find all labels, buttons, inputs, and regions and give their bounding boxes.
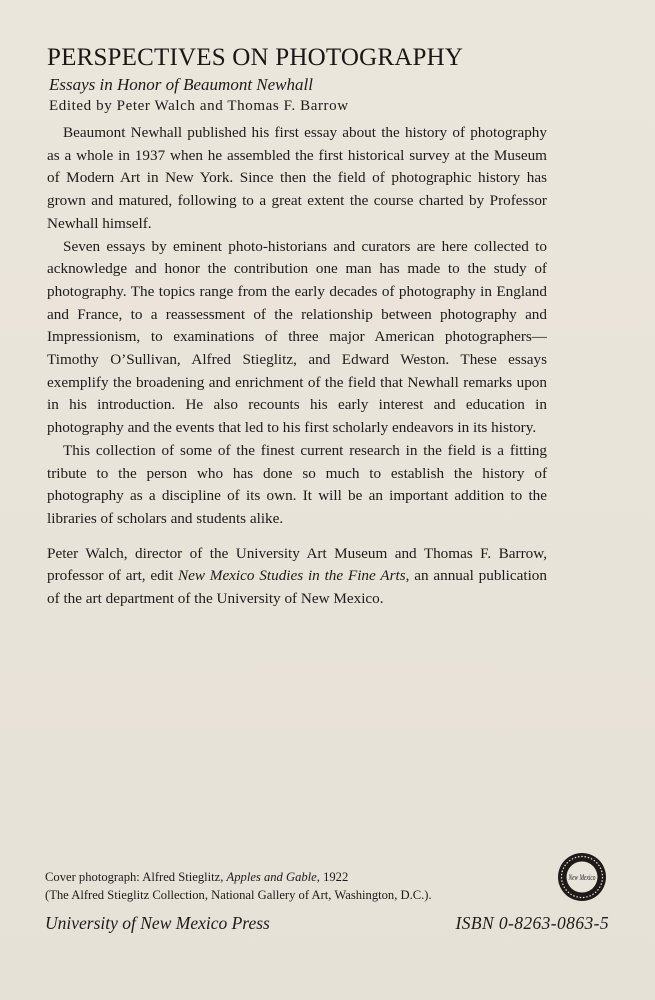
credit-text: Cover photograph: Alfred Stieglitz, — [45, 870, 227, 884]
credit-year: , 1922 — [316, 870, 349, 884]
journal-title: New Mexico Studies in the Fine Arts — [177, 567, 406, 585]
editors-bio-start: Peter Walch, director of the University Art Museum and Thomas F. Barrow, professor of art, edit — [47, 544, 547, 585]
cover-credit-line-1 — [45, 868, 525, 886]
cover-credit — [45, 868, 525, 904]
blurb-paragraph-2: Seven essays by eminent photo-historians and curators are here collected to acknowledge and honor the contribution one man has made to the study of photography. The topics range from the early decades of photography in England and France, to a reassessment of the relationship between photography and Impressionism, to examinations of three major American photographers—Timothy O’Sullivan, Alfred Stieglitz, and Edward Weston. These essays exemplify the broadening and enrichment of the field that Newhall remarks upon in his introduction. He also recounts his early interest and education in photography and the events that led to his first scholarly endeavors in its history. — [47, 237, 547, 437]
blurb — [47, 122, 547, 611]
publisher-name: University of New Mexico Press — [45, 913, 270, 933]
unm-press-seal-icon — [557, 852, 607, 902]
book-title: PERSPECTIVES ON PHOTOGRAPHY — [47, 44, 464, 71]
isbn: ISBN 0-8263-0863-5 — [455, 913, 609, 933]
blurb-paragraph-editors — [47, 543, 547, 611]
book-editors: Edited by Peter Walch and Thomas F. Barrow — [49, 98, 349, 114]
cover-credit-line-2: (The Alfred Stieglitz Collection, National Gallery of Art, Washington, D.C.). — [45, 888, 432, 902]
editors-bio-end: , an annual publication of the art department of the University of New Mexico. — [47, 567, 547, 608]
blurb-paragraph-1: Beaumont Newhall published his first essay about the history of photography as a whole in 1937 when he assembled the first historical survey at the Museum of Modern Art in New York. Since then the field of photographic history has grown and matured, following to a great extent the course charted by Professor Newhall himself. — [47, 124, 547, 232]
blurb-paragraph-3: This collection of some of the finest current research in the field is a fitting tribute to the person who has done so much to establish the history of photography as a discipline of its own. It will be an important addition to the libraries of scholars and students alike. — [47, 441, 547, 527]
book-subtitle: Essays in Honor of Beaumont Newhall — [49, 75, 313, 94]
seal-logo-text: New Mexico — [567, 872, 596, 882]
photo-title: Apples and Gable — [226, 870, 317, 884]
